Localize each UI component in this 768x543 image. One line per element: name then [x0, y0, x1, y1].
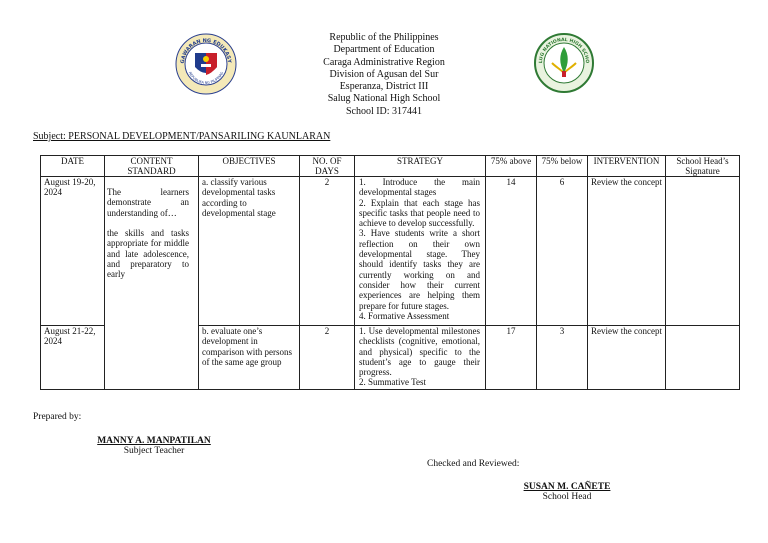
header-line: Caraga Administrative Region	[323, 56, 445, 68]
column-header: OBJECTIVES	[199, 156, 300, 177]
table-row	[41, 177, 740, 326]
objective-cell: a. classify various developmental tasks according to developmental stage	[199, 177, 300, 326]
checked-reviewed-label: Checked and Reviewed:	[427, 459, 520, 469]
intervention-cell: Review the concept	[588, 177, 666, 326]
deped-seal	[175, 33, 237, 95]
intervention-cell: Review the concept	[588, 326, 666, 390]
reviewer-block	[516, 482, 618, 502]
school-seal-text: LUG NATIONAL HIGH SCHO	[538, 37, 590, 64]
objective-cell: b. evaluate one’s development in comparison with persons of the same age group	[199, 326, 300, 390]
signature-cell	[666, 326, 740, 390]
date-cell: August 19-20, 2024	[41, 177, 105, 326]
table-header-row	[41, 156, 740, 177]
signature-cell	[666, 177, 740, 326]
preparer-block	[90, 436, 218, 456]
reviewer-title: School Head	[542, 492, 592, 502]
strategy-cell: 1. Introduce the main developmental stages 2. Explain that each stage has specific tasks that people need to achieve to develop successfully. 3. Have students write a short reflection on their own developmental stage. They should identify tasks they are currently working on and consider how their current experiences are helping them prepare for future stages. 4. Formative Assessment	[355, 177, 486, 326]
header-line: School ID: 317441	[345, 105, 423, 117]
lesson-plan-table	[40, 155, 740, 390]
column-header: School Head’s Signature	[666, 156, 740, 177]
header-line: Division of Agusan del Sur	[329, 68, 439, 80]
header-line: Esperanza, District III	[339, 81, 429, 93]
school-seal	[534, 33, 594, 93]
deped-seal-text: GAWARAN NG EDUKASY	[179, 37, 233, 64]
column-header: DATE	[41, 156, 105, 177]
strategy-cell: 1. Use developmental milestones checklists (cognitive, emotional, and physical) specific to the student’s age to gauge their progress. 2. Summative Test	[355, 326, 486, 390]
date-cell: August 21-22, 2024	[41, 326, 105, 390]
header-line: Republic of the Philippines	[329, 32, 439, 43]
days-cell: 2	[300, 177, 355, 326]
above-75-cell: 17	[486, 326, 537, 390]
column-header: 75% above	[486, 156, 537, 177]
subject-line: Subject: PERSONAL DEVELOPMENT/PANSARILING KAUNLARAN	[33, 131, 331, 142]
deped-seal-bottom-text: REPUBLIKA NG PILIPINAS	[187, 71, 225, 85]
below-75-cell: 6	[537, 177, 588, 326]
content-standard-cell: The learners demonstrate an understanding of… the skills and tasks appropriate for middle and late adolescence, and preparatory to early	[105, 177, 199, 390]
column-header: INTERVENTION	[588, 156, 666, 177]
below-75-cell: 3	[537, 326, 588, 390]
column-header: NO. OF DAYS	[300, 156, 355, 177]
preparer-title: Subject Teacher	[123, 446, 185, 456]
preparer-name: MANNY A. MANPATILAN	[97, 436, 211, 446]
days-cell: 2	[300, 326, 355, 390]
column-header: STRATEGY	[355, 156, 486, 177]
column-header: CONTENT STANDARD	[105, 156, 199, 177]
above-75-cell: 14	[486, 177, 537, 326]
column-header: 75% below	[537, 156, 588, 177]
reviewer-name: SUSAN M. CAÑETE	[523, 482, 611, 492]
header-line: Salug National High School	[327, 93, 441, 105]
school-header	[300, 32, 468, 118]
header-line: Department of Education	[333, 44, 435, 56]
prepared-by-label: Prepared by:	[33, 412, 82, 422]
